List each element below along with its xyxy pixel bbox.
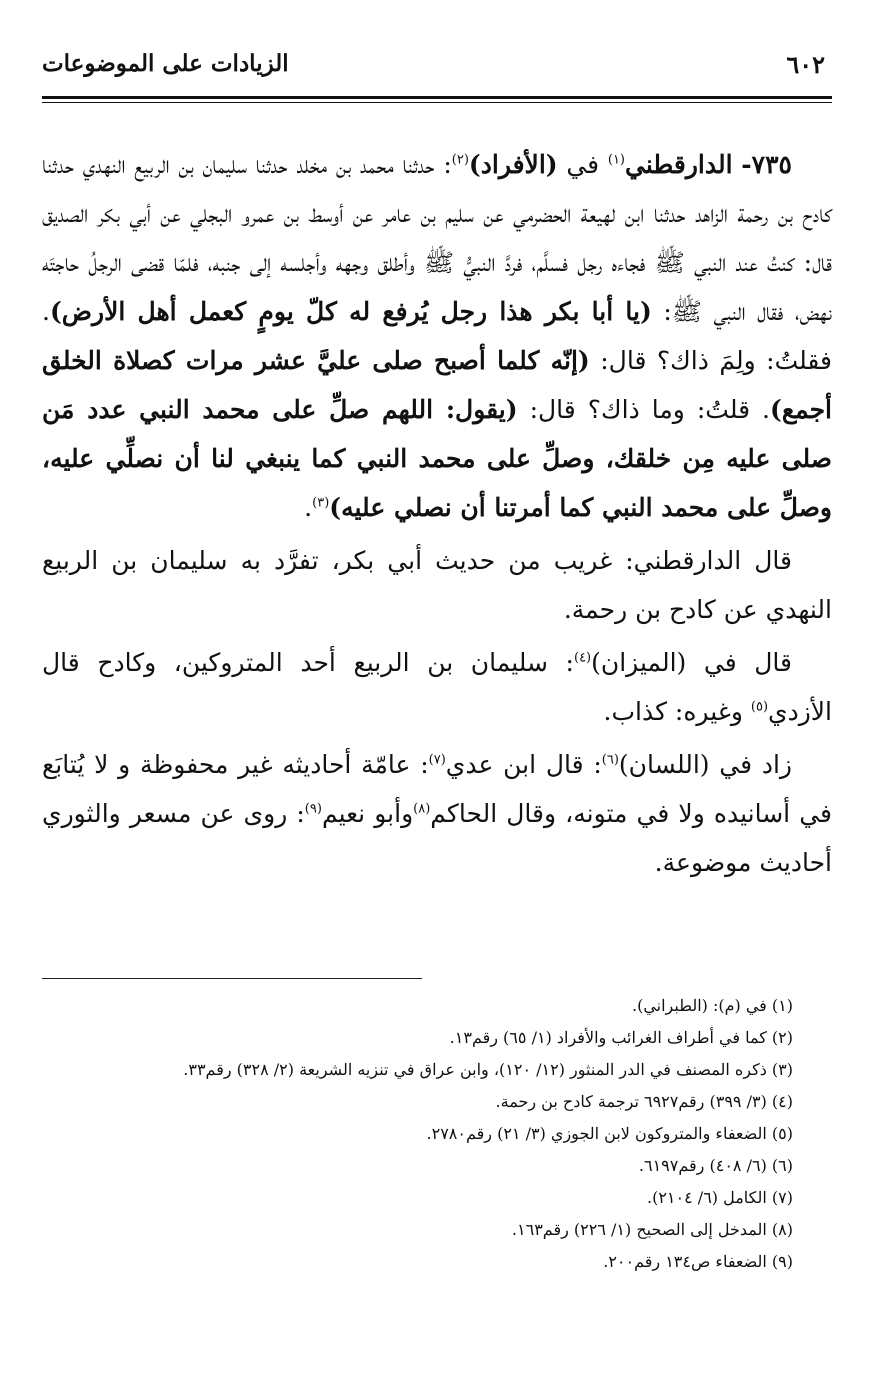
hadith-number: ٧٣٥- <box>741 150 792 179</box>
lisan-text-1: : قال ابن عدي <box>445 750 602 779</box>
comment-paragraph-lisan <box>42 740 832 887</box>
mizan-text-2: وغيره: كذاب. <box>603 697 751 726</box>
comment-paragraph-mizan <box>42 638 832 736</box>
main-text <box>42 140 832 887</box>
footnote-separator <box>42 978 422 979</box>
header-rule-thin <box>42 102 832 103</box>
lisan-lead: زاد في (اللسان) <box>618 750 792 779</box>
footnote: (٥) الضعفاء والمتروكون لابن الجوزي (٣/ ٢١) رقم٢٧٨٠. <box>426 1124 793 1143</box>
footnote: (٨) المدخل إلى الصحيح (١/ ٢٢٦) رقم١٦٣. <box>511 1220 793 1239</box>
text-2: . قلتُ: وما ذاك؟ قال: <box>529 395 771 424</box>
page-number: ٦٠٢ <box>786 50 825 79</box>
text-in: في <box>566 150 600 179</box>
quote-2: (إنّه كلما أصبح صلى عليَّ عشر مرات كصلاة الخلق أجمع) <box>42 346 833 424</box>
footnote: (٣) ذكره المصنف في الدر المنثور (١٢/ ١٢٠)، وابن عراق في تنزيه الشريعة (٢/ ٣٢٨) رقم٣٣. <box>183 1060 793 1079</box>
footnote-ref-1: (١) <box>607 152 625 168</box>
footnote: (٤) (٣/ ٣٩٩) رقم٦٩٢٧ ترجمة كادح بن رحمة. <box>495 1092 793 1111</box>
footnote-ref-8: (٨) <box>413 801 431 817</box>
end-dot: . <box>304 493 313 522</box>
footnote-ref-6: (٦) <box>601 752 619 768</box>
running-title: الزيادات على الموضوعات <box>42 50 289 77</box>
footnote-ref-3: (٣) <box>312 495 330 511</box>
text-1: . فقلتُ: ولِمَ ذاك؟ قال: <box>42 297 832 375</box>
footnote-ref-9: (٩) <box>304 801 322 817</box>
quote-1: (يا أبا بكر هذا رجل يُرفع له كلّ يومٍ كعمل أهل الأرض) <box>49 297 652 326</box>
quote-3: (يقول: اللهم صلِّ على محمد النبي عدد مَن صلى عليه مِن خلقك، وصلِّ على محمد النبي كما ينبغي لنا أن نصلِّي عليه، وصلِّ على محمد النبي كما أمرتنا أن نصلي عليه) <box>42 395 832 522</box>
lisan-text-3: وأبو نعيم <box>321 799 414 828</box>
comment-text: : غريب من حديث أبي بكر، تفرَّد به سليمان بن الربيع النهدي عن كادح بن رحمة. <box>42 546 832 624</box>
footnote-ref-2: (٢) <box>451 152 469 168</box>
footnote: (١) في (م): (الطبراني). <box>631 996 793 1015</box>
source-author: الدارقطني <box>625 150 733 179</box>
header-rule-thick <box>42 96 832 99</box>
footnote-ref-5: (٥) <box>750 699 769 715</box>
footnote: (٧) الكامل (٦/ ٢١٠٤). <box>647 1188 793 1207</box>
comment-paragraph-daraqutni <box>42 536 832 634</box>
lisan-text-2: : عامّة أحاديثه غير محفوظة و لا يُتابَع في أسانيده ولا في متونه، وقال الحاكم <box>42 750 832 828</box>
footnote: (٦) (٦/ ٤٠٨) رقم٦١٩٧. <box>638 1156 793 1175</box>
footnote-ref-7: (٧) <box>428 752 446 768</box>
mizan-lead: قال في (الميزان) <box>591 648 792 677</box>
isnad-text: : حدثنا محمد بن مخلد حدثنا سليمان بن الربيع النهدي حدثنا كادح بن رحمة الزاهد حدثنا ابن لهيعة الحضرمي عن سليم بن عامر عن أوسط بن عمرو البجلي عن أبي بكر الصديق قال: كنتُ عند النبي ﷺ فجاءه رجل فسلَّم، فردَّ النبيُّ ﷺ وأطلق وجهه وأجلسه إلى جنبه، فلمّا قضى الرجلُ حاجتَه نهض، فقال النبي ﷺ: <box>42 150 833 326</box>
mizan-text-1: : سليمان بن الربيع أحد المتروكين، وكادح قال الأزدي <box>42 648 832 726</box>
comment-lead: قال الدارقطني <box>633 546 792 575</box>
lisan-text-4: : روى عن مسعر والثوري أحاديث موضوعة. <box>42 799 832 877</box>
footnote: (٢) كما في أطراف الغرائب والأفراد (١/ ٦٥) رقم١٣. <box>449 1028 793 1047</box>
footnote-ref-4: (٤) <box>573 650 592 666</box>
hadith-paragraph <box>42 140 832 532</box>
footnotes <box>73 990 793 1278</box>
source-book: (الأفراد) <box>468 150 558 179</box>
footnote: (٩) الضعفاء ص١٣٤ رقم٢٠٠. <box>603 1252 793 1271</box>
